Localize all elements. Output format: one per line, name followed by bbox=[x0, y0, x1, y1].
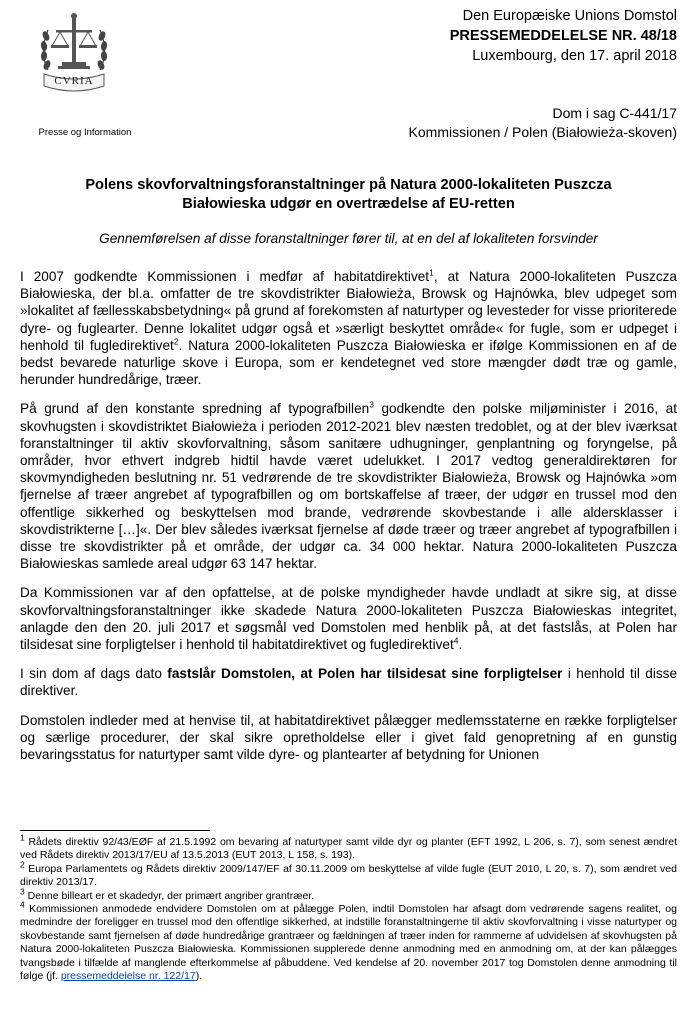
paragraph-4-bold: fastslår Domstolen, at Polen har tilsidesat sine forpligtelser bbox=[167, 666, 563, 682]
curia-emblem-icon bbox=[38, 8, 110, 104]
paragraph-1-text-a: I 2007 godkendte Kommissionen i medfør af habitatdirektivet bbox=[20, 269, 430, 284]
case-number: Dom i sag C-441/17 bbox=[552, 105, 677, 121]
paragraph-3-text-b: . bbox=[458, 637, 463, 653]
paragraph-1-text-b: , at Natura 2000-lokaliteten Puszcza Białowieska, der bl.a. omfatter de tre skovdistrikter Białowieża, Browsk og Hajnówka, blev udpeget som »lokalitet af fællesskabsbetydning« på grund af forekomsten af naturtyper og levesteder for visse prioriterede dyre- og fuglearter. Denne lokalitet udgør også et »særligt beskyttet område« for fugle, som er udpeget i henhold til fugledirektivet bbox=[20, 269, 677, 353]
footnote-3-text: Denne billeart er et skadedyr, der primært angriber grantræer. bbox=[24, 889, 315, 902]
paragraph-3-text-a: Da Kommissionen var af den opfattelse, at de polske myndigheder havde undladt at sikre sig, at disse skovforvaltningsforanstaltninger ikke skadede Natura 2000-lokaliteten Puszcza Białowieskas integritet, anlagde den den 20. juli 2017 et søgsmål ved Domstolen med henblik på, at det fastslås, at Polen har tilsidesat sine forpligtelser i henhold til habitatdirektivet og fugledirektivet bbox=[20, 585, 677, 653]
footnote-4-number: 4 bbox=[20, 899, 25, 910]
paragraph-4-text-b: i henhold til disse direktiver. bbox=[20, 666, 678, 699]
footnote-2-text: Europa Parlamentets og Rådets direktiv 2009/147/EF af 30.11.2009 om beskyttelse af vilde fugle (EUT 2010, L 20, s. 7), som ændret ved direktiv 2013/17. bbox=[20, 862, 677, 889]
footnote-4 bbox=[20, 899, 677, 983]
presse-label: Presse og Information bbox=[38, 127, 132, 138]
footnote-ref-2[interactable]: 2 bbox=[173, 336, 179, 347]
footnote-2-number: 2 bbox=[20, 859, 25, 870]
case-info bbox=[409, 104, 677, 142]
page-title bbox=[30, 176, 667, 214]
paragraph-5: Domstolen indleder med at henvise til, at habitatdirektivet pålægger medlemsstaterne en række forpligtelser og særlige procedurer, der skal sikre opretholdelse eller i givet fald genopretning af en gunstig bevaringsstatus for naturtyper samt vilde dyre- og plantearter af betydning for Unionen bbox=[20, 712, 677, 763]
footnote-divider bbox=[20, 830, 210, 831]
logo-text: CVRIA bbox=[54, 75, 94, 87]
header-info bbox=[450, 6, 677, 66]
footnote-2 bbox=[20, 859, 677, 890]
footnote-4-text: Kommissionen anmodede endvidere Domstolen om at pålægge Polen, indtil Domstolen har afsagt dom vedrørende sagens realitet, og medmindre der foreligger en trussel mod den offentlige sikkerhed, at indstille foranstaltningerne til aktiv skovforvaltning i visse naturtyper og skovbestande samt fjernelsen af døde hundredårige grantræer og fældningen af træer inden for rammerne af udvidelsen af skovhugsten på Natura 2000-lokaliteten Puszcza Białowieska. Kommissionen supplerede denne anmodning med en anmodning om, at der kan pålægges tvangsbøde i tilfælde af manglende efterkommelse af påbuddene. Ved kendelse af 20. november 2017 tog Domstolen denne anmodning til følge (jf. bbox=[20, 903, 677, 983]
footnote-1-text: Rådets direktiv 92/43/EØF af 21.5.1992 om bevaring af naturtyper samt vilde dyr og planter (EFT 1992, L 206, s. 7), som senest ændret ved Rådets direktiv 2013/17/EU af 13.5.2013 (EUT 2013, L 158, s. 193). bbox=[20, 836, 677, 862]
body-text bbox=[20, 268, 677, 775]
footnote-3 bbox=[20, 886, 677, 903]
press-release-number: PRESSEMEDDELELSE NR. 48/18 bbox=[449, 28, 677, 44]
footnote-3-number: 3 bbox=[20, 886, 25, 897]
subtitle: Gennemførelsen af disse foranstaltninger fører til, at en del af lokaliteten forsvinder bbox=[99, 231, 598, 246]
curia-logo bbox=[38, 8, 110, 104]
footnote-1-number: 1 bbox=[20, 832, 25, 843]
title-line-1: Polens skovforvaltningsforanstaltninger på Natura 2000-lokaliteten Puszcza bbox=[85, 177, 612, 193]
paragraph-4-text-a: I sin dom af dags dato bbox=[20, 666, 168, 682]
paragraph-1 bbox=[20, 268, 677, 388]
footnote-1 bbox=[20, 832, 677, 863]
paragraph-2-text-a: På grund af den konstante spredning af typografbillen bbox=[20, 401, 370, 417]
footnote-ref-4[interactable]: 4 bbox=[453, 635, 459, 646]
case-parties: Kommissionen / Polen (Białowieża-skoven) bbox=[408, 124, 677, 140]
place-date: Luxembourg, den 17. april 2018 bbox=[472, 48, 677, 64]
paragraph-1-text-c: . Natura 2000-lokaliteten Puszcza Białowieska er ifølge Kommissionen en af de bedst bevarede naturlige skove i Europa, som er kendetegnet ved store mængder dødt træ og gamle, herunder hundredårige, træer. bbox=[20, 337, 677, 388]
court-name: Den Europæiske Unions Domstol bbox=[462, 8, 677, 24]
paragraph-4 bbox=[20, 665, 677, 699]
footnotes bbox=[20, 832, 677, 983]
paragraph-2 bbox=[20, 400, 677, 572]
paragraph-3 bbox=[20, 584, 677, 653]
press-release-link[interactable]: pressemeddelelse nr. 122/17 bbox=[60, 970, 196, 983]
footnote-4-end: ). bbox=[195, 970, 203, 983]
footnote-ref-3[interactable]: 3 bbox=[369, 399, 374, 410]
title-line-2: Białowieska udgør en overtrædelse af EU-retten bbox=[182, 196, 515, 212]
footnote-ref-1[interactable]: 1 bbox=[429, 267, 434, 278]
paragraph-2-text-b: godkendte den polske miljøminister i 2016, at skovhugsten i skovdistriktet Białowieża i perioden 2012-2021 blev næsten tredoblet, og at der blev iværksat foranstaltninger til aktiv skovforvaltning, såsom sanitære udhugninger, genplantning og foryngelse, på områder, hvor ethvert indgreb hidtil havde været udelukket. I 2017 vedtog generaldirektøren for skovmyndigheden beslutning nr. 51 vedrørende de tre skovdistrikter Białowieża, Browsk og Hajnówka »om fjernelse af træer angrebet af typografbillen og om bortskaffelse af træer, der udgør en trussel mod den offentlige sikkerhed og beskyttelsen mod brande, vedrørende skovbestande i alle aldersklasser i skovdistrikterne […]«. Der blev således iværksat fjernelse af døde træer og træer angrebet af typografbillen i disse tre skovdistrikter på et område, der udgør ca. 34 000 hektar. Natura 2000-lokaliteten Puszcza Białowieskas samlede areal udgør 63 147 hektar. bbox=[20, 401, 677, 572]
